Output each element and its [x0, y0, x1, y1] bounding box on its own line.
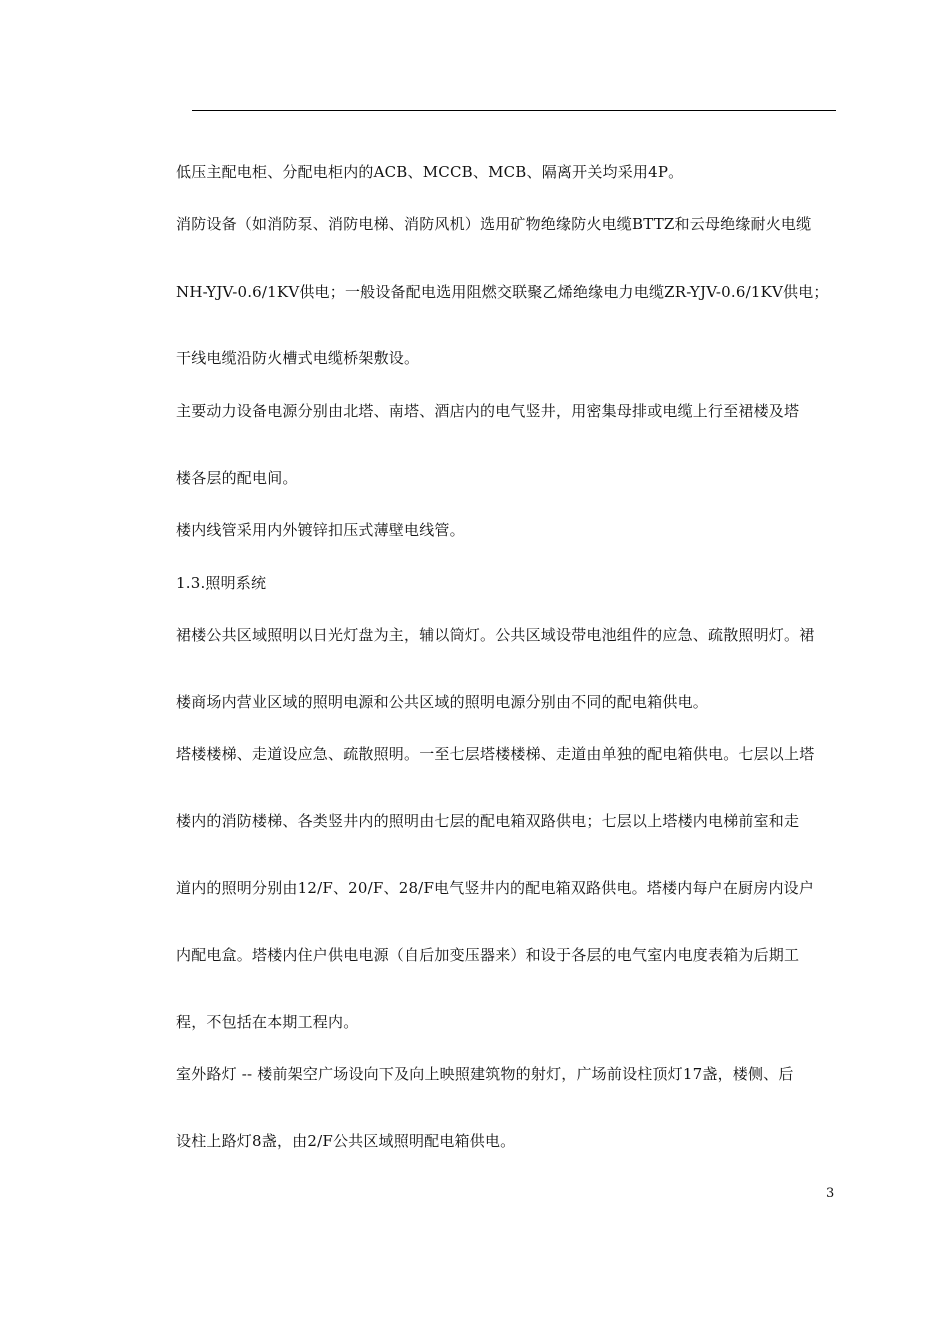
text-line: 道内的照明分别由12/F、20/F、28/F电气竖井内的配电箱双路供电。塔楼内每户在厨房内设户	[176, 879, 815, 897]
header-rule	[192, 110, 836, 111]
text-line: 消防设备（如消防泵、消防电梯、消防风机）选用矿物绝缘防火电缆BTTZ和云母绝缘耐火电缆	[176, 215, 812, 233]
text-line: 设柱上路灯8盏，由2/F公共区域照明配电箱供电。	[176, 1132, 516, 1150]
text-line: 干线电缆沿防火槽式电缆桥架敷设。	[176, 349, 420, 367]
text-line: 室外路灯 -- 楼前架空广场设向下及向上映照建筑物的射灯，广场前设柱顶灯17盏，楼侧、后	[176, 1065, 794, 1083]
text-line: 楼内线管采用内外镀锌扣压式薄壁电线管。	[176, 521, 465, 539]
text-line: NH-YJV-0.6/1KV供电；一般设备配电选用阻燃交联聚乙烯绝缘电力电缆ZR-YJV-0.6/1KV供电；	[176, 283, 829, 301]
text-line: 楼内的消防楼梯、各类竖井内的照明由七层的配电箱双路供电；七层以上塔楼内电梯前室和走	[176, 812, 800, 830]
text-line: 楼各层的配电间。	[176, 469, 298, 487]
text-line: 低压主配电柜、分配电柜内的ACB、MCCB、MCB、隔离开关均采用4P。	[176, 163, 684, 181]
text-line: 程，不包括在本期工程内。	[176, 1013, 359, 1031]
text-line: 主要动力设备电源分别由北塔、南塔、酒店内的电气竖井，用密集母排或电缆上行至裙楼及塔	[176, 402, 800, 420]
page-number: 3	[826, 1186, 835, 1201]
text-line: 楼商场内营业区域的照明电源和公共区域的照明电源分别由不同的配电箱供电。	[176, 693, 709, 711]
section-heading: 1.3.照明系统	[176, 574, 267, 592]
text-line: 裙楼公共区域照明以日光灯盘为主，辅以筒灯。公共区域设带电池组件的应急、疏散照明灯。裙	[176, 626, 815, 644]
text-line: 内配电盒。塔楼内住户供电电源（自后加变压器来）和设于各层的电气室内电度表箱为后期工	[176, 946, 800, 964]
text-line: 塔楼楼梯、走道设应急、疏散照明。一至七层塔楼楼梯、走道由单独的配电箱供电。七层以上塔	[176, 745, 815, 763]
